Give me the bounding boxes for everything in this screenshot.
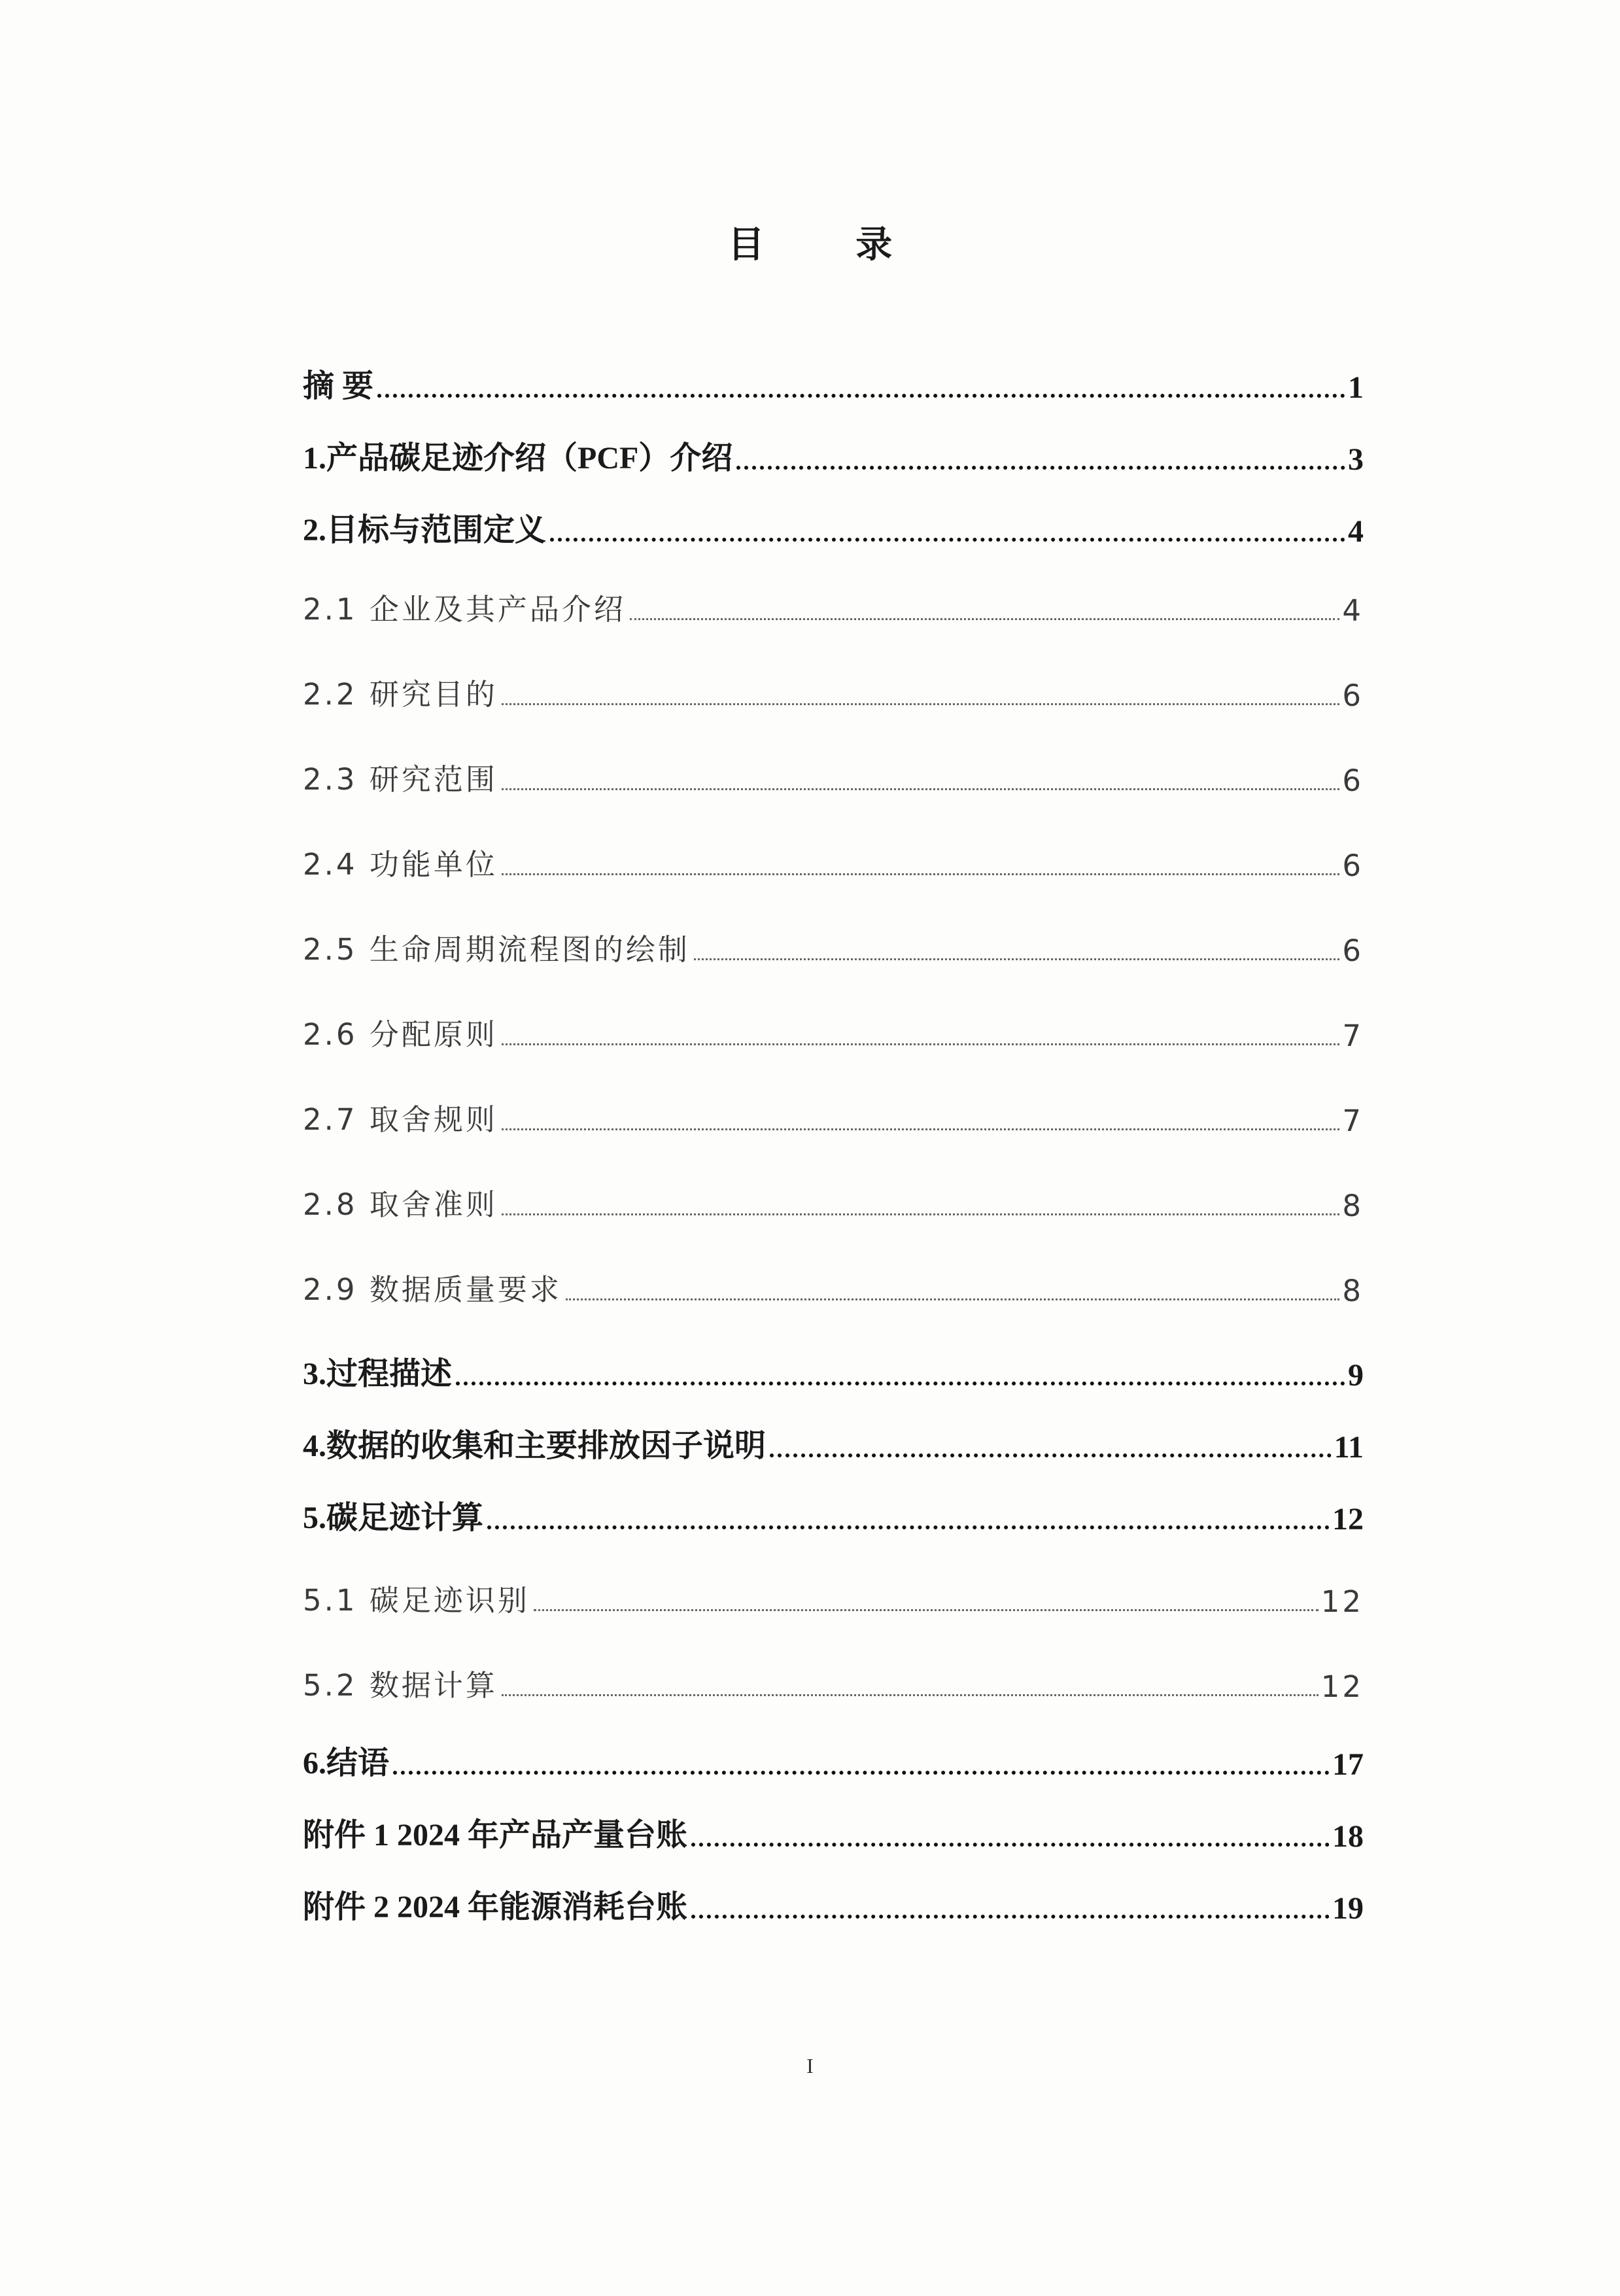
toc-entry[interactable] (303, 1573, 1364, 1619)
toc-dot-leader (502, 703, 1339, 705)
toc-dot-leader (487, 1525, 1330, 1529)
toc-entry-page: 3 (1348, 442, 1364, 477)
toc-dot-leader (630, 618, 1339, 620)
toc-entry-label: 2.2 研究目的 (303, 677, 498, 712)
toc-entry[interactable] (303, 1491, 1364, 1537)
toc-entry-label: 2.5 生命周期流程图的绘制 (303, 932, 690, 967)
toc-entry-page: 12 (1320, 1584, 1364, 1619)
toc-entry-label: 2.3 研究范围 (303, 762, 498, 797)
toc-entry-page: 11 (1334, 1430, 1364, 1465)
toc-dot-leader (534, 1609, 1318, 1611)
toc-entry-label: 附件 2 2024 年能源消耗台账 (303, 1890, 688, 1924)
toc-dot-leader (502, 873, 1339, 875)
toc-dot-leader (502, 1213, 1339, 1215)
toc-entry-label: 2.9 数据质量要求 (303, 1272, 562, 1307)
toc-entry[interactable] (303, 1092, 1364, 1138)
toc-entry-page: 12 (1320, 1669, 1364, 1704)
toc-dot-leader (502, 1043, 1339, 1045)
toc-entry[interactable] (303, 1658, 1364, 1704)
toc-entry-label: 2.目标与范围定义 (303, 513, 547, 548)
toc-entry[interactable] (303, 752, 1364, 798)
toc-entry-label: 3.过程描述 (303, 1357, 453, 1391)
toc-entry[interactable] (303, 360, 1364, 406)
toc-dot-leader (770, 1453, 1332, 1457)
toc-entry-label: 5.2 数据计算 (303, 1668, 498, 1703)
toc-dot-leader (502, 788, 1339, 790)
toc-entry-page: 9 (1348, 1358, 1364, 1393)
toc-entry[interactable] (303, 1007, 1364, 1053)
toc-entry-page: 7 (1342, 1104, 1364, 1138)
toc-entry-label: 2.6 分配原则 (303, 1017, 498, 1052)
toc-entry-page: 7 (1342, 1018, 1364, 1053)
toc-entry-page: 6 (1342, 763, 1364, 798)
toc-entry-page: 6 (1342, 933, 1364, 968)
toc-entry-label: 5.1 碳足迹识别 (303, 1583, 530, 1618)
toc-dot-leader (736, 466, 1345, 470)
toc-entry-label: 1.产品碳足迹介绍（PCF）介绍 (303, 441, 733, 476)
toc-entry-label: 2.7 取舍规则 (303, 1102, 498, 1137)
toc-entry[interactable] (303, 837, 1364, 883)
toc-dot-leader (456, 1382, 1345, 1385)
toc-dot-leader (393, 1771, 1330, 1775)
toc-entry-label: 附件 1 2024 年产品产量台账 (303, 1818, 688, 1852)
toc-entry[interactable] (303, 1177, 1364, 1223)
toc-entry-page: 19 (1332, 1891, 1364, 1926)
toc-entry-page: 18 (1332, 1819, 1364, 1854)
toc-entry[interactable] (303, 432, 1364, 478)
toc-entry-page: 4 (1348, 514, 1364, 549)
toc-dot-leader (377, 394, 1345, 398)
toc-entry-label: 2.8 取舍准则 (303, 1187, 498, 1222)
toc-dot-leader (566, 1298, 1339, 1300)
toc-entry[interactable] (303, 1809, 1364, 1854)
toc-entry[interactable] (303, 667, 1364, 713)
toc-entry-page: 6 (1342, 678, 1364, 713)
toc-entry-page: 8 (1342, 1189, 1364, 1223)
toc-entry-page: 6 (1342, 848, 1364, 883)
toc-dot-leader (691, 1843, 1330, 1847)
toc-entry[interactable] (303, 1262, 1364, 1308)
toc-entry-label: 2.4 功能单位 (303, 847, 498, 882)
toc-dot-leader (694, 958, 1339, 960)
toc-entry-label: 2.1 企业及其产品介绍 (303, 592, 626, 627)
toc-entry[interactable] (303, 1348, 1364, 1393)
toc-entry[interactable] (303, 582, 1364, 628)
toc-dot-leader (550, 538, 1345, 542)
toc-entry-label: 摘 要 (303, 369, 374, 404)
toc-entry[interactable] (303, 1737, 1364, 1783)
toc-entry-page: 1 (1348, 370, 1364, 405)
toc-entry-label: 5.碳足迹计算 (303, 1501, 484, 1535)
toc-entry[interactable] (303, 1881, 1364, 1926)
toc-entry-page: 8 (1342, 1274, 1364, 1308)
toc-dot-leader (502, 1694, 1318, 1696)
page-title: 目 录 (727, 223, 932, 266)
toc-dot-leader (691, 1915, 1330, 1919)
toc-entry[interactable] (303, 1419, 1364, 1465)
toc-entry[interactable] (303, 922, 1364, 968)
toc-entry-page: 4 (1342, 593, 1364, 628)
toc-entry-page: 12 (1332, 1502, 1364, 1537)
toc-dot-leader (502, 1128, 1339, 1130)
toc-entry-page: 17 (1332, 1747, 1364, 1782)
page-number: I (806, 2054, 814, 2078)
toc-entry-label: 6.结语 (303, 1746, 390, 1781)
toc-entry[interactable] (303, 504, 1364, 549)
toc-entry-label: 4.数据的收集和主要排放因子说明 (303, 1429, 767, 1463)
